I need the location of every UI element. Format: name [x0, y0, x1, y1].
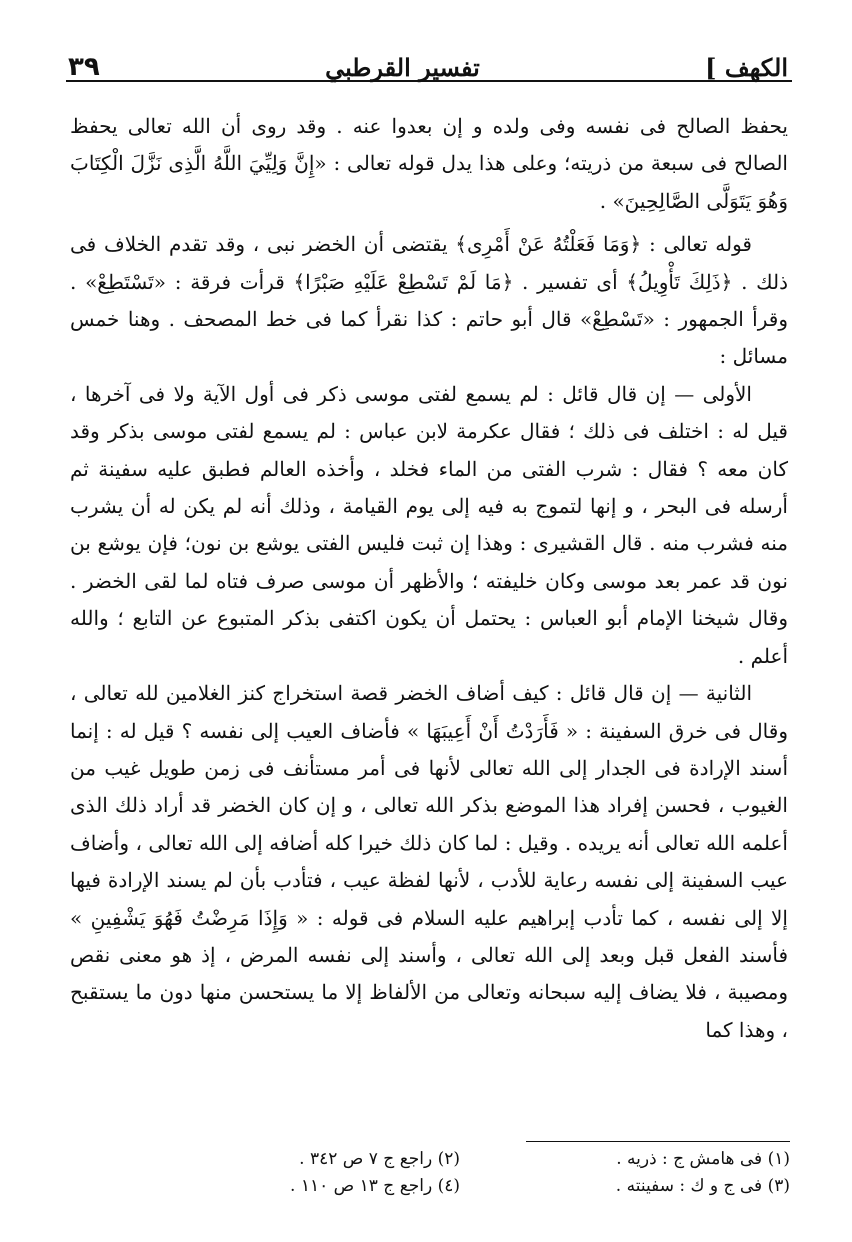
- surah-name: الكهف ]: [705, 53, 788, 82]
- footnote-row: [190, 1173, 790, 1200]
- footnotes: [190, 1146, 790, 1200]
- page-header: [68, 38, 788, 82]
- footnote-row: [190, 1146, 790, 1173]
- paragraph-1: يحفظ الصالح فى نفسه وفى ولده و إن بعدوا عنه . وقد روى أن الله تعالى يحفظ الصالح فى سبعة من ذريته؛ وعلى هذا يدل قوله تعالى : «إِنَّ وَلِيِّيَ اللَّهُ الَّذِى نَزَّلَ الْكِتَابَ وَهُوَ يَتَوَلَّى الصَّالِحِينَ» .: [70, 114, 788, 213]
- footnote-3: (٣) فى ج و ك : سفينته .: [615, 1176, 790, 1196]
- header-rule: [66, 80, 792, 82]
- footnote-4: (٤) راجع ج ١٣ ص ١١٠ .: [290, 1176, 460, 1196]
- footnote-1: (١) فى هامش ج : ذريه .: [616, 1149, 790, 1169]
- footnote-2: (٢) راجع ج ٧ ص ٣٤٢ .: [299, 1149, 460, 1169]
- paragraph-2: قوله تعالى : ﴿وَمَا فَعَلْتُهُ عَنْ أَمْرِى﴾ يقتضى أن الخضر نبى ، وقد تقدم الخلاف فى ذلك . ﴿ذَلِكَ تَأْوِيلُ﴾ أى تفسير . ﴿مَا لَمْ تَسْطِعْ عَلَيْهِ صَبْرًا﴾ قرأت فرقة : «تَسْتَطِعْ» . وقرأ الجمهور : «تَسْطِعْ» قال أبو حاتم : كذا نقرأ كما فى خط المصحف . وهنا خمس مسائل :: [70, 232, 788, 369]
- page-body: [70, 108, 788, 1049]
- book-title: تفسير القرطبي: [325, 53, 480, 82]
- paragraph-3: الأولى — إن قال قائل : لم يسمع لفتى موسى ذكر فى أول الآية ولا فى آخرها ، قيل له : اختلف فى ذلك ؛ فقال عكرمة لابن عباس : لم يسمع لفتى موسى بذكر وقد كان معه ؟ فقال : شرب الفتى من الماء فخلد ، وأخذه العالم فطبق عليه سفينة ثم أرسله فى البحر ، و إنها لتموج به فيه إلى يوم القيامة ، وذلك أنه لم يكن له أن يشرب منه فشرب منه . قال القشيرى : وهذا إن ثبت فليس الفتى يوشع بن نون؛ فإن يوشع بن نون قد عمر بعد موسى وكان خليفته ؛ والأظهر أن موسى صرف فتاه لما لقى الخضر . وقال شيخنا الإمام أبو العباس : يحتمل أن يكون اكتفى بذكر المتبوع عن التابع ؛ والله أعلم .: [70, 381, 788, 668]
- footnote-rule: [526, 1141, 790, 1142]
- page-number: ٣٩: [68, 52, 100, 82]
- paragraph-4: الثانية — إن قال قائل : كيف أضاف الخضر قصة استخراج كنز الغلامين لله تعالى ، وقال فى خرق السفينة : « فَأَرَدْتُ أَنْ أَعِيبَهَا » فأضاف العيب إلى نفسه ؟ قيل له : إنما أسند الإرادة فى الجدار إلى الله تعالى لأنها فى أمر مستأنف فى زمن طويل غيب من الغيوب ، فحسن إفراد هذا الموضع بذكر الله تعالى ، و إن كان الخضر قد أراد ذلك الذى أعلمه الله تعالى أنه يريده . وقيل : لما كان ذلك خيرا كله أضافه إلى الله تعالى ، وأضاف عيب السفينة إلى نفسه رعاية للأدب ، لأنها لفظة عيب ، فتأدب بأن لم يسند الإرادة فيها إلا إلى نفسه ، كما تأدب إبراهيم عليه السلام فى قوله : « وَإِذَا مَرِضْتُ فَهُوَ يَشْفِينِ » فأسند الفعل قبل وبعد إلى الله تعالى ، وأسند إلى نفسه المرض ، إذ هو معنى نقص ومصيبة ، فلا يضاف إليه سبحانه وتعالى من الألفاظ إلا ما يستحسن منها دون ما يستقبح ، وهذا كما: [70, 681, 788, 1042]
